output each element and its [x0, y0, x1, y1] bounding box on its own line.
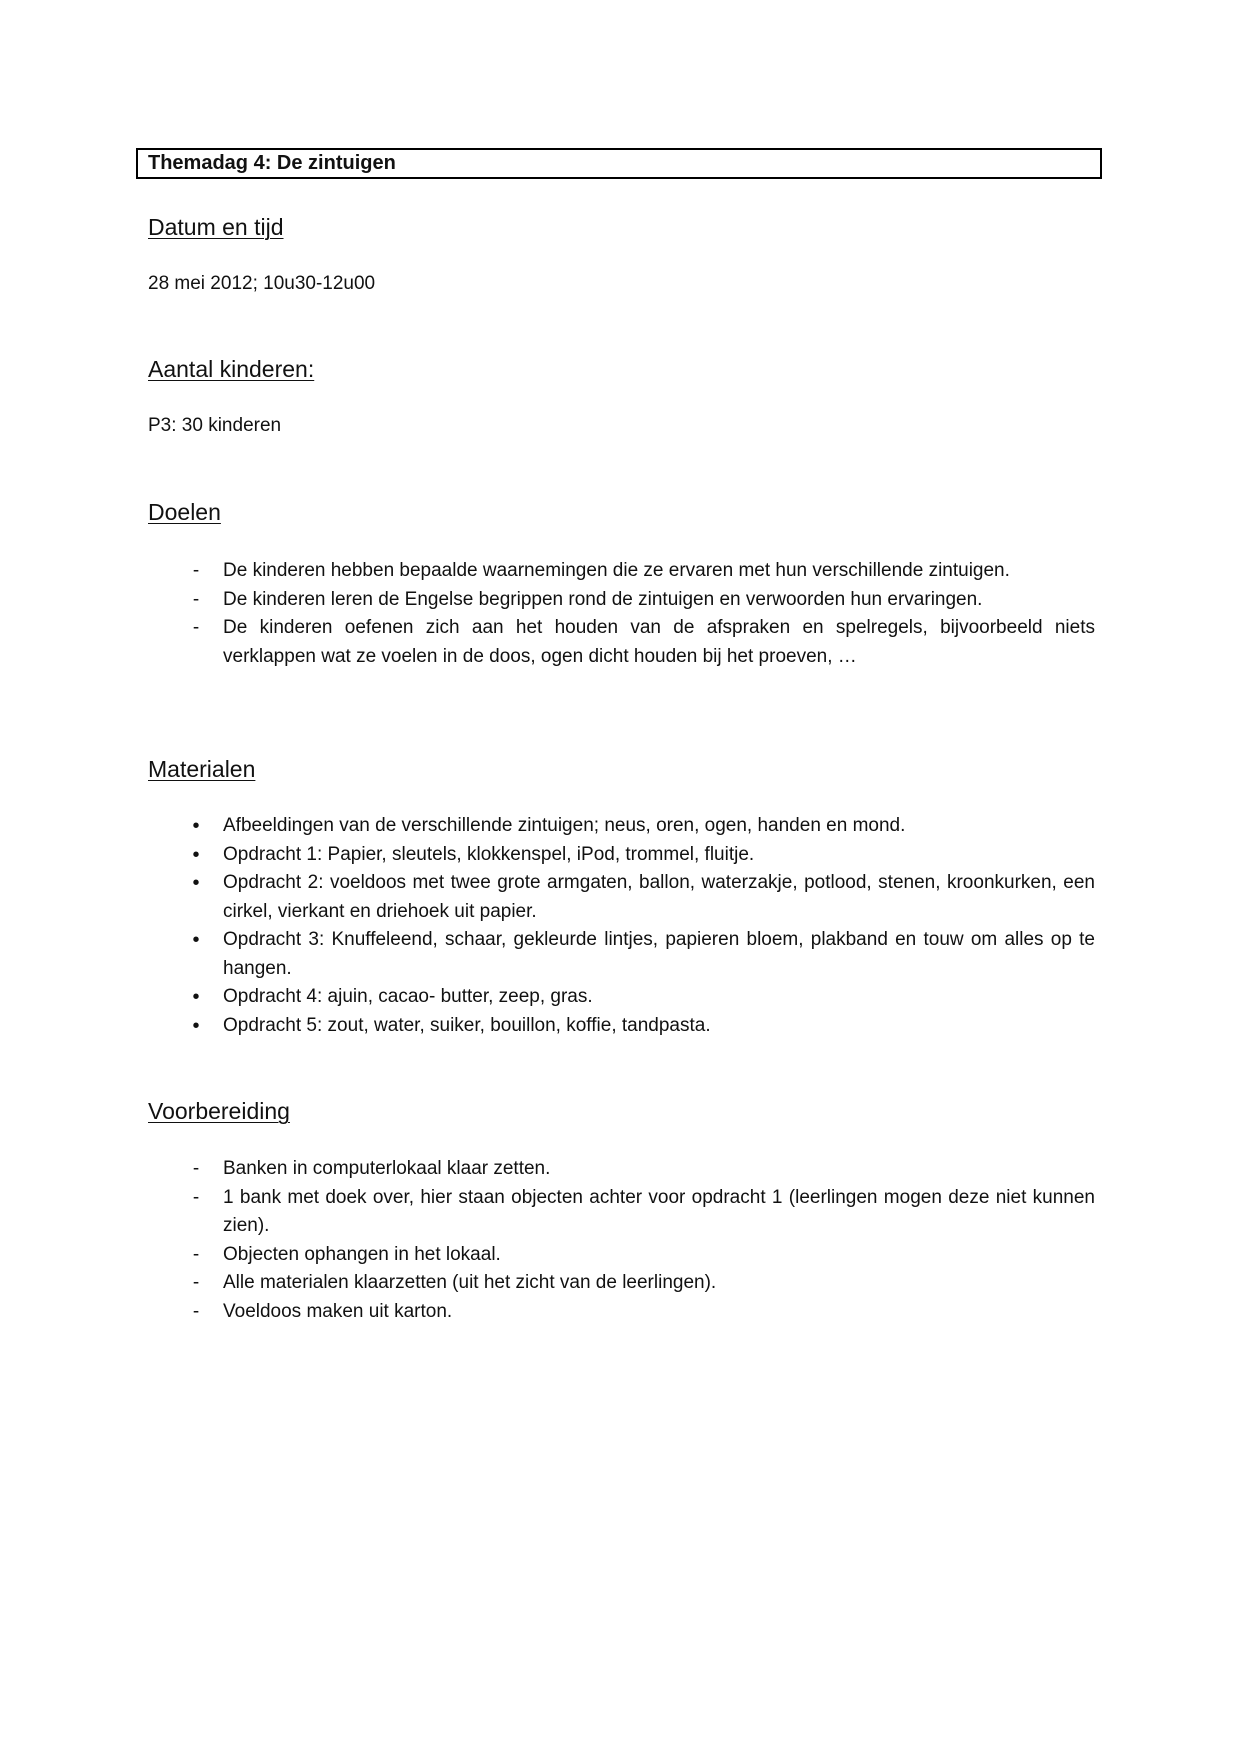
list-item-text: Banken in computerlokaal klaar zetten. — [223, 1158, 551, 1179]
document-title: Themadag 4: De zintuigen — [136, 148, 1102, 179]
list-item — [148, 812, 1095, 841]
aantal-value: P3: 30 kinderen — [148, 415, 282, 436]
list-item-text: Opdracht 2: voeldoos met twee grote armgaten, ballon, waterzakje, potlood, stenen, kroonkurken, een cirkel, vierkant en driehoek uit papier. — [223, 872, 1095, 922]
list-item — [148, 586, 1095, 615]
list-item — [148, 1155, 1095, 1184]
list-item-text: Voeldoos maken uit karton. — [223, 1300, 453, 1322]
dash-marker: - — [192, 1272, 200, 1293]
bullet-marker: • — [192, 815, 200, 837]
materialen-list — [148, 812, 1095, 1040]
list-item — [148, 557, 1095, 586]
list-item-text: Opdracht 4: ajuin, cacao- butter, zeep, gras. — [223, 986, 593, 1007]
list-item-text: Afbeeldingen van de verschillende zintuigen; neus, oren, ogen, handen en mond. — [223, 815, 906, 836]
heading-voorbereiding: Voorbereiding — [148, 1098, 290, 1124]
list-item-text: Opdracht 5: zout, water, suiker, bouillon, koffie, tandpasta. — [223, 1014, 711, 1036]
list-item — [148, 1269, 1095, 1298]
bullet-marker: • — [192, 872, 200, 894]
list-item-text: De kinderen leren de Engelse begrippen rond de zintuigen en verwoorden hun ervaringen. — [223, 588, 983, 610]
list-item — [148, 614, 1095, 671]
list-item — [148, 841, 1095, 870]
list-item — [148, 1012, 1095, 1041]
list-item-text: De kinderen oefenen zich aan het houden van de afspraken en spelregels, bijvoorbeeld niets verklappen wat ze voelen in de doos, ogen dicht houden bij het proeven, … — [223, 617, 1095, 667]
dash-marker: - — [192, 1186, 200, 1208]
list-item-text: 1 bank met doek over, hier staan objecten achter voor opdracht 1 (leerlingen mogen deze niet kunnen zien). — [223, 1186, 1095, 1236]
dash-marker: - — [192, 588, 200, 610]
list-item — [148, 1298, 1095, 1327]
bullet-marker: • — [192, 1014, 200, 1037]
list-item-text: Objecten ophangen in het lokaal. — [223, 1243, 501, 1265]
list-item-text: Opdracht 3: Knuffeleend, schaar, gekleurde lintjes, papieren bloem, plakband en touw om alles op te hangen. — [223, 929, 1095, 979]
heading-datum: Datum en tijd — [148, 214, 284, 240]
heading-aantal: Aantal kinderen: — [148, 356, 315, 382]
bullet-marker: • — [192, 986, 200, 1008]
list-item — [148, 869, 1095, 926]
bullet-marker: • — [192, 929, 200, 951]
list-item — [148, 983, 1095, 1012]
datum-value: 28 mei 2012; 10u30-12u00 — [148, 273, 376, 294]
list-item — [148, 1241, 1095, 1270]
bullet-marker: • — [192, 843, 200, 866]
list-item-text: Opdracht 1: Papier, sleutels, klokkenspel, iPod, trommel, fluitje. — [223, 843, 755, 865]
dash-marker: - — [192, 617, 200, 638]
doelen-list — [148, 557, 1095, 671]
list-item-text: Alle materialen klaarzetten (uit het zicht van de leerlingen). — [223, 1272, 717, 1293]
list-item-text: De kinderen hebben bepaalde waarnemingen die ze ervaren met hun verschillende zintuigen. — [223, 560, 1010, 581]
list-item — [148, 1184, 1095, 1241]
dash-marker: - — [192, 1300, 200, 1322]
heading-materialen: Materialen — [148, 756, 256, 782]
dash-marker: - — [192, 1158, 200, 1179]
heading-doelen: Doelen — [148, 499, 221, 525]
dash-marker: - — [192, 560, 200, 581]
dash-marker: - — [192, 1243, 200, 1265]
voorbereiding-list — [148, 1155, 1095, 1326]
list-item — [148, 926, 1095, 983]
